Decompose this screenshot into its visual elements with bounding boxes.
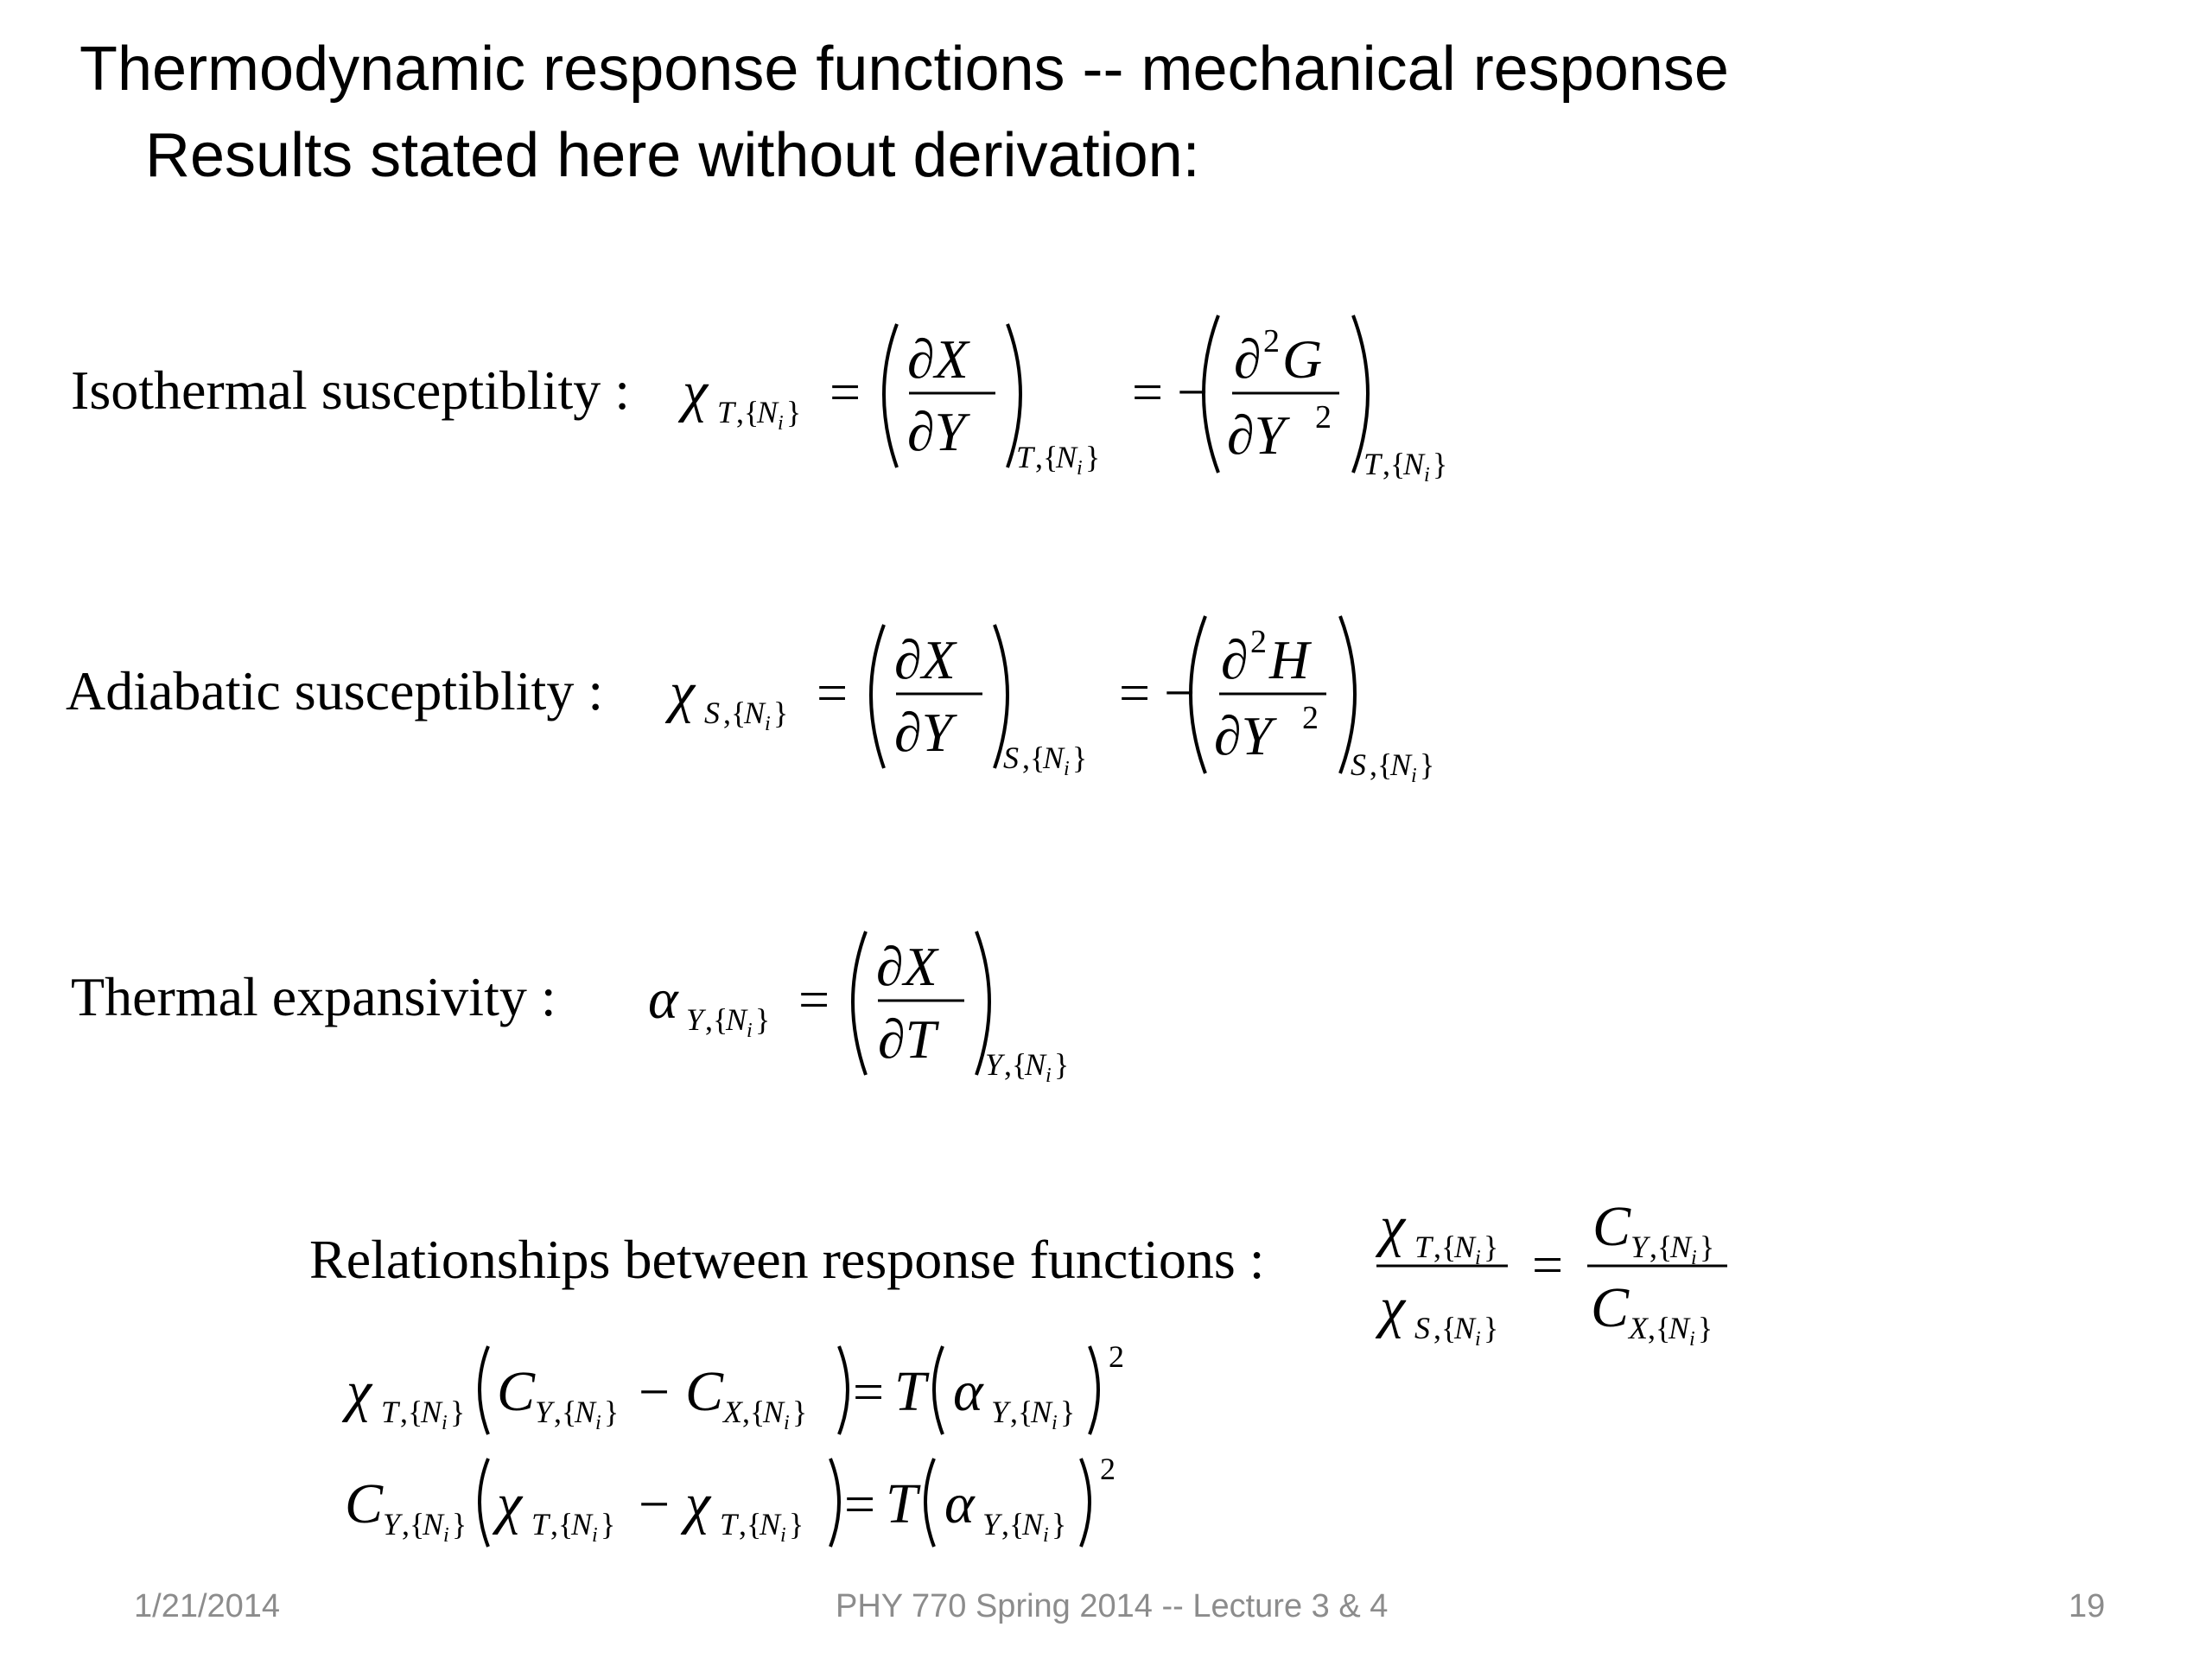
svg-text:C: C bbox=[345, 1472, 384, 1535]
svg-text:2: 2 bbox=[1263, 323, 1280, 359]
svg-text:= −: = − bbox=[1132, 361, 1209, 423]
svg-text:i: i bbox=[1475, 1247, 1481, 1269]
svg-text:i: i bbox=[778, 412, 784, 435]
svg-text:,{: ,{ bbox=[1382, 447, 1406, 481]
svg-text:N: N bbox=[571, 1507, 593, 1541]
svg-text:C: C bbox=[497, 1360, 536, 1423]
svg-text:i: i bbox=[442, 1412, 448, 1434]
svg-text:−: − bbox=[639, 1473, 671, 1535]
svg-text:N: N bbox=[1025, 1047, 1046, 1082]
svg-text:N: N bbox=[1022, 1507, 1044, 1541]
svg-text:=: = bbox=[830, 361, 861, 423]
svg-text:X: X bbox=[1629, 1311, 1648, 1345]
svg-text:Y: Y bbox=[1630, 1230, 1649, 1264]
svg-text:α: α bbox=[944, 1472, 975, 1535]
svg-text:i: i bbox=[592, 1524, 598, 1547]
footer-date: 1/21/2014 bbox=[134, 1588, 281, 1624]
svg-text:}: } bbox=[789, 1507, 804, 1541]
footer-course: PHY 770 Spring 2014 -- Lecture 3 & 4 bbox=[836, 1588, 1389, 1624]
svg-text:S: S bbox=[1003, 741, 1019, 775]
svg-text:i: i bbox=[1691, 1247, 1697, 1269]
svg-text:,{: ,{ bbox=[742, 1395, 766, 1429]
svg-text:N: N bbox=[726, 1002, 747, 1037]
slide-title: Thermodynamic response functions -- mechanical response bbox=[79, 35, 1729, 104]
svg-text:χ: χ bbox=[1380, 1276, 1406, 1339]
svg-text:N: N bbox=[1056, 440, 1077, 474]
svg-text:χ: χ bbox=[685, 1472, 711, 1535]
svg-text:G: G bbox=[1282, 328, 1323, 390]
thermal-equation bbox=[639, 914, 1123, 1104]
svg-text:,{: ,{ bbox=[554, 1395, 577, 1429]
svg-text:∂X: ∂X bbox=[907, 328, 969, 390]
svg-text:H: H bbox=[1269, 629, 1310, 690]
svg-text:,{: ,{ bbox=[550, 1507, 574, 1541]
svg-text:}: } bbox=[1060, 1395, 1076, 1429]
svg-text:S: S bbox=[1351, 747, 1366, 782]
svg-text:Y: Y bbox=[985, 1047, 1003, 1082]
svg-text:χ: χ bbox=[1380, 1195, 1406, 1258]
svg-text:= −: = − bbox=[1119, 662, 1196, 723]
svg-text:N: N bbox=[763, 1395, 785, 1429]
svg-text:i: i bbox=[1424, 464, 1430, 486]
svg-text:2: 2 bbox=[1315, 399, 1332, 435]
svg-text:∂T: ∂T bbox=[878, 1008, 937, 1070]
adiabatic-equation bbox=[661, 607, 1491, 806]
svg-text:T: T bbox=[1363, 447, 1382, 481]
svg-text:T: T bbox=[886, 1472, 918, 1535]
adiabatic-label: Adiabatic susceptiblity : bbox=[66, 660, 604, 721]
svg-text:−: − bbox=[639, 1361, 671, 1422]
svg-text:,{: ,{ bbox=[1001, 1507, 1025, 1541]
svg-text:,{: ,{ bbox=[736, 395, 760, 429]
svg-text:}: } bbox=[1420, 747, 1435, 782]
svg-text:i: i bbox=[765, 713, 771, 735]
isothermal-equation bbox=[674, 307, 1503, 505]
svg-text:=: = bbox=[1532, 1234, 1564, 1295]
svg-text:}: } bbox=[1072, 741, 1088, 775]
svg-text:}: } bbox=[1054, 1047, 1070, 1082]
svg-text:i: i bbox=[1043, 1524, 1049, 1547]
svg-text:∂Y: ∂Y bbox=[894, 702, 953, 763]
svg-text:N: N bbox=[1454, 1311, 1476, 1345]
svg-text:,{: ,{ bbox=[1648, 1311, 1671, 1345]
svg-text:,{: ,{ bbox=[1022, 741, 1046, 775]
svg-text:}: } bbox=[1700, 1230, 1715, 1264]
svg-text:}: } bbox=[786, 395, 802, 429]
svg-text:χ: χ bbox=[346, 1360, 372, 1423]
svg-text:}: } bbox=[601, 1507, 616, 1541]
svg-text:2: 2 bbox=[1302, 700, 1319, 736]
svg-text:}: } bbox=[450, 1395, 466, 1429]
svg-text:i: i bbox=[1064, 758, 1070, 780]
ratio-equation bbox=[1370, 1179, 1758, 1365]
svg-text:S: S bbox=[1414, 1311, 1430, 1345]
svg-text:2: 2 bbox=[1250, 624, 1267, 660]
svg-text:N: N bbox=[423, 1507, 444, 1541]
svg-text:C: C bbox=[1591, 1276, 1630, 1339]
svg-text:∂Y: ∂Y bbox=[1227, 404, 1286, 466]
svg-text:N: N bbox=[744, 696, 766, 730]
relation-equation-2 bbox=[341, 1450, 1171, 1562]
svg-text:N: N bbox=[1390, 747, 1412, 782]
svg-text:N: N bbox=[1403, 447, 1425, 481]
svg-text:}: } bbox=[1698, 1311, 1713, 1345]
svg-text:,{: ,{ bbox=[1433, 1230, 1457, 1264]
svg-text:T: T bbox=[1414, 1230, 1433, 1264]
svg-text:∂X: ∂X bbox=[894, 629, 956, 690]
svg-text:C: C bbox=[1592, 1195, 1631, 1258]
svg-text:∂Y: ∂Y bbox=[907, 401, 966, 462]
svg-text:}: } bbox=[1484, 1230, 1499, 1264]
svg-text:T: T bbox=[720, 1507, 738, 1541]
svg-text:χ: χ bbox=[683, 360, 709, 423]
svg-text:T: T bbox=[531, 1507, 550, 1541]
svg-text:N: N bbox=[1043, 741, 1065, 775]
svg-text:C: C bbox=[685, 1360, 724, 1423]
svg-text:i: i bbox=[780, 1524, 786, 1547]
svg-text:∂: ∂ bbox=[1234, 328, 1262, 390]
svg-text:T: T bbox=[1016, 440, 1034, 474]
svg-text:α: α bbox=[648, 968, 678, 1031]
svg-text:i: i bbox=[747, 1020, 753, 1042]
svg-text:=: = bbox=[853, 1361, 885, 1422]
footer-page-number: 19 bbox=[2069, 1588, 2106, 1624]
svg-text:i: i bbox=[1052, 1412, 1058, 1434]
svg-text:=: = bbox=[798, 969, 830, 1030]
svg-text:2: 2 bbox=[1100, 1452, 1116, 1486]
slide-subtitle: Results stated here without derivation: bbox=[145, 121, 1200, 190]
svg-text:i: i bbox=[595, 1412, 601, 1434]
svg-text:2: 2 bbox=[1109, 1339, 1124, 1374]
svg-text:χ: χ bbox=[497, 1472, 523, 1535]
relation-equation-1 bbox=[341, 1338, 1171, 1450]
svg-text:N: N bbox=[1670, 1230, 1692, 1264]
svg-text:,{: ,{ bbox=[1649, 1230, 1673, 1264]
svg-text:T: T bbox=[717, 395, 735, 429]
svg-text:Y: Y bbox=[982, 1507, 1001, 1541]
thermal-label: Thermal expansivity : bbox=[71, 966, 556, 1027]
svg-text:α: α bbox=[953, 1360, 983, 1423]
relationships-label: Relationships between response functions : bbox=[309, 1229, 1265, 1290]
svg-text:,{: ,{ bbox=[402, 1507, 425, 1541]
svg-text:i: i bbox=[1475, 1328, 1481, 1351]
svg-text:N: N bbox=[1031, 1395, 1052, 1429]
svg-text:}: } bbox=[1484, 1311, 1499, 1345]
svg-text:N: N bbox=[1669, 1311, 1690, 1345]
svg-text:i: i bbox=[784, 1412, 790, 1434]
svg-text:=: = bbox=[817, 662, 849, 723]
svg-text:N: N bbox=[421, 1395, 442, 1429]
svg-text:N: N bbox=[575, 1395, 596, 1429]
svg-text:}: } bbox=[1085, 440, 1101, 474]
svg-text:=: = bbox=[844, 1473, 876, 1535]
svg-text:i: i bbox=[1689, 1328, 1695, 1351]
svg-text:}: } bbox=[755, 1002, 771, 1037]
svg-text:,{: ,{ bbox=[1433, 1311, 1457, 1345]
svg-text:Y: Y bbox=[535, 1395, 553, 1429]
svg-text:,{: ,{ bbox=[400, 1395, 423, 1429]
svg-text:Y: Y bbox=[991, 1395, 1009, 1429]
svg-text:,{: ,{ bbox=[739, 1507, 762, 1541]
svg-text:}: } bbox=[604, 1395, 620, 1429]
svg-text:X: X bbox=[723, 1395, 742, 1429]
svg-text:,{: ,{ bbox=[1370, 747, 1393, 782]
svg-text:N: N bbox=[1454, 1230, 1476, 1264]
svg-text:,{: ,{ bbox=[723, 696, 747, 730]
svg-text:∂X: ∂X bbox=[876, 936, 938, 997]
svg-text:,{: ,{ bbox=[1004, 1047, 1027, 1082]
svg-text:N: N bbox=[757, 395, 779, 429]
svg-text:}: } bbox=[773, 696, 789, 730]
svg-text:i: i bbox=[1077, 457, 1083, 480]
svg-text:,{: ,{ bbox=[1035, 440, 1058, 474]
svg-text:∂Y: ∂Y bbox=[1214, 705, 1273, 766]
svg-text:∂: ∂ bbox=[1221, 629, 1249, 690]
svg-text:,{: ,{ bbox=[1010, 1395, 1033, 1429]
svg-text:Y: Y bbox=[383, 1507, 401, 1541]
svg-text:χ: χ bbox=[670, 661, 696, 724]
svg-text:}: } bbox=[1052, 1507, 1067, 1541]
svg-text:S: S bbox=[704, 696, 720, 730]
svg-text:Y: Y bbox=[686, 1002, 704, 1037]
svg-text:T: T bbox=[381, 1395, 399, 1429]
svg-text:T: T bbox=[894, 1360, 926, 1423]
svg-text:}: } bbox=[792, 1395, 808, 1429]
svg-text:,{: ,{ bbox=[705, 1002, 728, 1037]
svg-text:i: i bbox=[1411, 765, 1417, 787]
svg-text:}: } bbox=[1433, 447, 1448, 481]
isothermal-label: Isothermal susceptiblity : bbox=[71, 359, 630, 421]
svg-text:}: } bbox=[452, 1507, 467, 1541]
svg-text:N: N bbox=[760, 1507, 781, 1541]
svg-text:i: i bbox=[443, 1524, 449, 1547]
svg-text:i: i bbox=[1046, 1065, 1052, 1087]
